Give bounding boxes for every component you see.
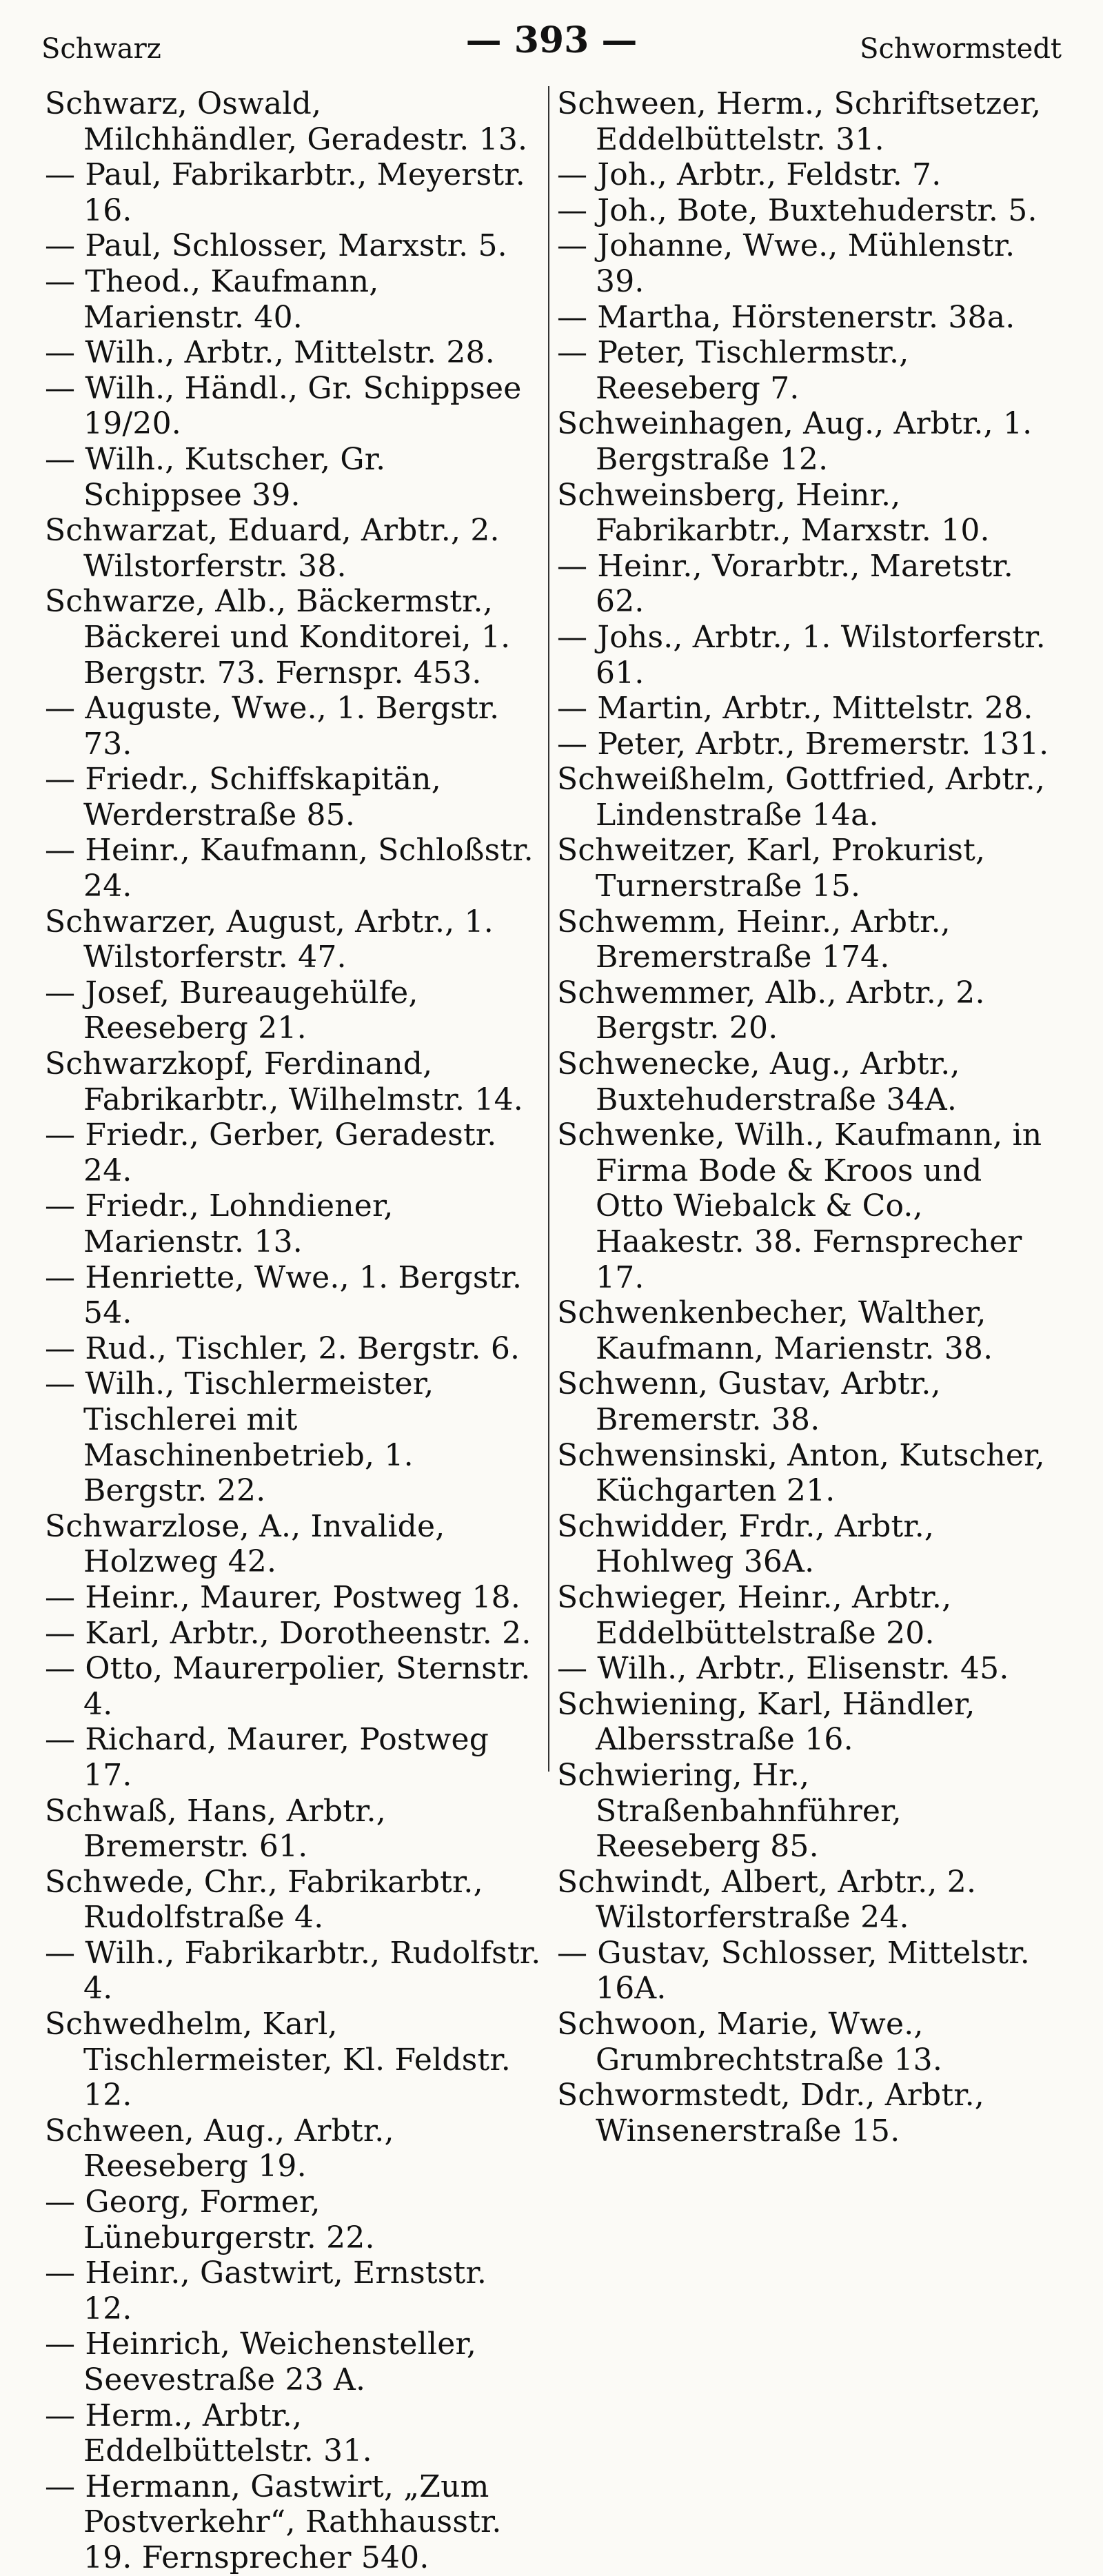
directory-entry: — Joh., Arbtr., Feldstr. 7. [557,157,942,193]
directory-entry: Schwarzlose, A., Invalide, Holzweg 42. [45,1508,445,1580]
directory-entry: — Karl, Arbtr., Dorotheenstr. 2. [45,1615,532,1651]
directory-entry: — Johanne, Wwe., Mühlenstr. 39. [557,228,1015,299]
directory-entry: — Henriette, Wwe., 1. Bergstr. 54. [45,1259,523,1331]
directory-entry: — Herm., Arbtr., Eddelbüttelstr. 31. [45,2397,372,2469]
directory-entry: Schweitzer, Karl, Prokurist, Turnerstraße 15. [557,833,986,904]
directory-entry: Schweißhelm, Gottfried, Arbtr., Lindenstraße 14a. [557,762,1046,833]
directory-entry: Schwensinski, Anton, Kutscher, Küchgarten 21. [557,1437,1045,1509]
directory-entry: Schwenke, Wilh., Kaufmann, in Firma Bode & Kroos und Otto Wiebalck & Co., Haakestr. 38. Fernsprecher 17. [557,1117,1042,1295]
directory-entry: — Richard, Maurer, Postweg 17. [45,1722,489,1793]
directory-entry: Schwaß, Hans, Arbtr., Bremerstr. 61. [45,1793,386,1865]
directory-entry: — Heinrich, Weichensteller, Seevestraße 23 A. [45,2326,477,2397]
directory-entry: — Heinr., Gastwirt, Ernststr. 12. [45,2255,487,2326]
page-header [41,12,1062,74]
directory-entry: Schwiering, Hr., Straßenbahnführer, Reeseberg 85. [557,1757,902,1865]
page-number: — 393 — [465,19,638,61]
directory-entry: — Peter, Tischlermstr., Reeseberg 7. [557,335,909,406]
directory-entry: Schween, Aug., Arbtr., Reeseberg 19. [45,2113,394,2184]
directory-entry: — Johs., Arbtr., 1. Wilstorferstr. 61. [557,619,1046,691]
directory-entry: Schwedhelm, Karl, Tischlermeister, Kl. Feldstr. 12. [45,2007,511,2113]
directory-entry: Schwieger, Heinr., Arbtr., Eddelbüttelstraße 20. [557,1579,952,1651]
directory-entry: Schwormstedt, Ddr., Arbtr., Winsenerstraße 15. [557,2078,984,2149]
directory-entry: Schwemmer, Alb., Arbtr., 2. Bergstr. 20. [557,975,985,1046]
directory-entry: — Wilh., Tischlermeister, Tischlerei mit Maschinenbetrieb, 1. Bergstr. 22. [45,1366,434,1509]
directory-entry: — Hermann, Gastwirt, „Zum Postverkehr“, Rathhausstr. 19. Fernsprecher 540. [45,2468,502,2575]
directory-entry: Schwenn, Gustav, Arbtr., Bremerstr. 38. [557,1366,941,1437]
directory-entry: Schwoon, Marie, Wwe., Grumbrechtstraße 13. [557,2007,943,2078]
directory-entry: Schwidder, Frdr., Arbtr., Hohlweg 36A. [557,1508,935,1580]
left-column [45,86,541,2576]
directory-entry: — Wilh., Händl., Gr. Schippsee 19/20. [45,370,522,442]
column-divider [548,86,549,1772]
directory-entry: Schwarze, Alb., Bäckermstr., Bäckerei und Konditorei, 1. Bergstr. 73. Fernspr. 453. [45,584,511,691]
directory-entry: — Joh., Bote, Buxtehuderstr. 5. [557,192,1038,228]
directory-entry: — Peter, Arbtr., Bremerstr. 131. [557,726,1049,762]
directory-entry: — Paul, Fabrikarbtr., Meyerstr. 16. [45,157,525,228]
directory-entry: — Theod., Kaufmann, Marienstr. 40. [45,263,379,335]
directory-entry: Schwenkenbecher, Walther, Kaufmann, Marienstr. 38. [557,1295,993,1366]
directory-entry: Schwenecke, Aug., Arbtr., Buxtehuderstraße 34A. [557,1046,960,1117]
directory-entry: — Heinr., Maurer, Postweg 18. [45,1579,521,1615]
directory-entry: — Wilh., Arbtr., Elisenstr. 45. [557,1651,1009,1687]
directory-entry: Schwindt, Albert, Arbtr., 2. Wilstorferstraße 24. [557,1864,977,1936]
directory-entry: — Friedr., Lohndiener, Marienstr. 13. [45,1188,394,1259]
directory-entry: — Paul, Schlosser, Marxstr. 5. [45,228,507,264]
directory-entry: Schwemm, Heinr., Arbtr., Bremerstraße 174. [557,904,951,975]
directory-entry: — Friedr., Schiffskapitän, Werderstraße 85. [45,762,441,833]
directory-entry: — Martin, Arbtr., Mittelstr. 28. [557,691,1033,727]
header-right-catchword: Schwormstedt [860,33,1062,65]
directory-entry: Schweinsberg, Heinr., Fabrikarbtr., Marxstr. 10. [557,477,990,549]
right-column [557,86,1053,2149]
directory-entry: Schwarzat, Eduard, Arbtr., 2. Wilstorferstr. 38. [45,513,500,584]
directory-entry: Schwarz, Oswald, Milchhändler, Geradestr. 13. [45,86,528,157]
directory-entry: Schwede, Chr., Fabrikarbtr., Rudolfstraße 4. [45,1864,483,1936]
directory-entry: — Rud., Tischler, 2. Bergstr. 6. [45,1330,520,1366]
directory-entry: Schwarzer, August, Arbtr., 1. Wilstorferstr. 47. [45,904,494,975]
directory-entry: — Wilh., Arbtr., Mittelstr. 28. [45,335,495,371]
directory-entry: Schweinhagen, Aug., Arbtr., 1. Bergstraße 12. [557,406,1033,477]
directory-entry: — Wilh., Kutscher, Gr. Schippsee 39. [45,441,386,513]
directory-entry: — Gustav, Schlosser, Mittelstr. 16A. [557,1935,1030,2007]
directory-entry: — Georg, Former, Lüneburgerstr. 22. [45,2184,375,2255]
directory-entry: Schwarzkopf, Ferdinand, Fabrikarbtr., Wilhelmstr. 14. [45,1046,523,1117]
directory-entry: — Heinr., Vorarbtr., Maretstr. 62. [557,548,1013,620]
directory-entry: — Martha, Hörstenerstr. 38a. [557,299,1015,335]
directory-entry: — Heinr., Kaufmann, Schloßstr. 24. [45,833,534,904]
header-left-catchword: Schwarz [41,33,161,65]
directory-entry: Schwiening, Karl, Händler, Albersstraße 16. [557,1686,975,1758]
directory-entry: — Friedr., Gerber, Geradestr. 24. [45,1117,497,1188]
directory-entry: — Josef, Bureaugehülfe, Reeseberg 21. [45,975,418,1046]
directory-entry: — Otto, Maurerpolier, Sternstr. 4. [45,1651,531,1722]
directory-entry: Schween, Herm., Schriftsetzer, Eddelbüttelstr. 31. [557,86,1042,157]
directory-entry: — Wilh., Fabrikarbtr., Rudolfstr. 4. [45,1935,541,2007]
directory-entry: — Auguste, Wwe., 1. Bergstr. 73. [45,691,500,762]
